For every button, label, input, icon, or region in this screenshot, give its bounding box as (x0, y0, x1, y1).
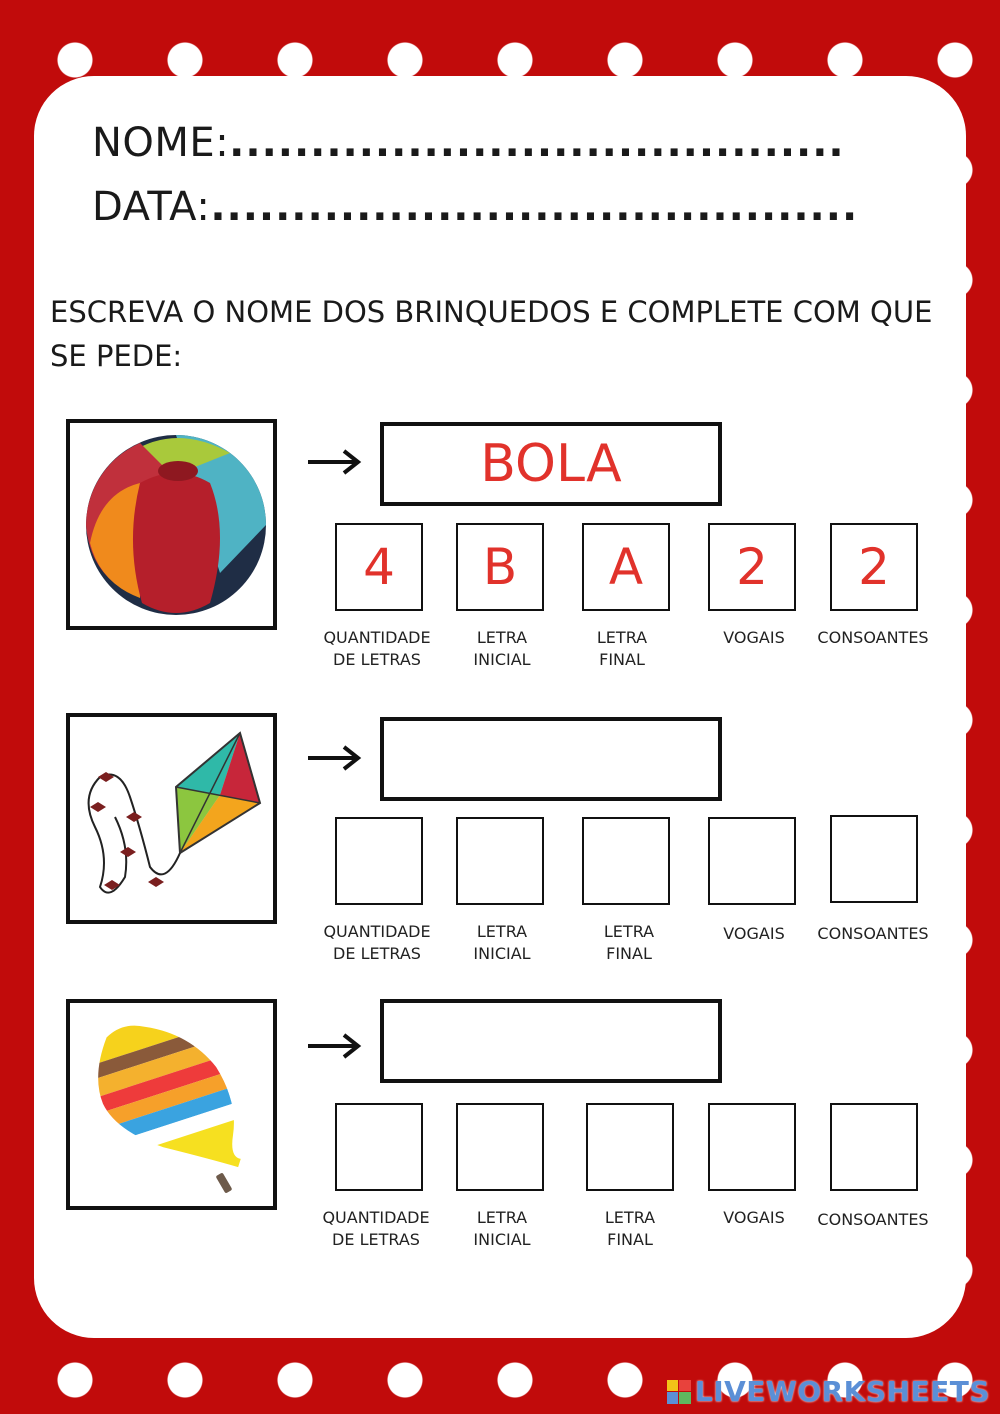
name-line (92, 120, 845, 166)
label-letra-final: LETRA FINAL (596, 628, 648, 669)
kite-icon (70, 717, 273, 920)
spinning-top-picture (66, 999, 277, 1210)
word-input-ball[interactable]: BOLA (380, 422, 722, 506)
label-consoantes: CONSOANTES (817, 628, 929, 647)
arrow-icon (306, 744, 362, 772)
date-line (92, 184, 858, 230)
word-input-spinning-top[interactable] (380, 999, 722, 1083)
name-label: NOME: (92, 120, 230, 166)
vowels-box[interactable] (708, 1103, 796, 1191)
consonants-box[interactable] (830, 1103, 918, 1191)
label-letra-final: LETRA FINAL (604, 1208, 656, 1249)
label-consoantes: CONSOANTES (817, 1210, 929, 1229)
label-letra-inicial: LETRA INICIAL (473, 628, 531, 669)
initial-letter-box[interactable] (456, 817, 544, 905)
consonants-box[interactable] (830, 815, 918, 903)
label-quantidade: QUANTIDADE DE LETRAS (322, 1208, 430, 1249)
name-field[interactable]: ...................................... (229, 120, 845, 166)
spinning-top-icon (70, 1003, 273, 1206)
final-letter-box[interactable] (586, 1103, 674, 1191)
label-vogais: VOGAIS (723, 924, 785, 943)
vowels-box[interactable] (708, 817, 796, 905)
label-quantidade: QUANTIDADE DE LETRAS (323, 922, 431, 963)
letter-count-box[interactable] (335, 817, 423, 905)
word-input-kite[interactable] (380, 717, 722, 801)
date-label: DATA: (92, 184, 211, 230)
label-letra-final: LETRA FINAL (603, 922, 655, 963)
watermark-text: LIVEWORKSHEETS (694, 1375, 990, 1408)
beach-ball-icon (70, 423, 273, 626)
initial-letter-box[interactable] (456, 1103, 544, 1191)
ball-picture (66, 419, 277, 630)
label-letra-inicial: LETRA INICIAL (473, 922, 531, 963)
vowels-box[interactable]: 2 (708, 523, 796, 611)
letter-count-box[interactable] (335, 1103, 423, 1191)
label-vogais: VOGAIS (723, 628, 785, 647)
arrow-icon (306, 1032, 362, 1060)
kite-picture (66, 713, 277, 924)
arrow-icon (306, 448, 362, 476)
final-letter-box[interactable]: A (582, 523, 670, 611)
label-consoantes: CONSOANTES (817, 924, 929, 943)
final-letter-box[interactable] (582, 817, 670, 905)
date-field[interactable]: ........................................ (210, 184, 859, 230)
consonants-box[interactable]: 2 (830, 523, 918, 611)
letter-count-box[interactable]: 4 (335, 523, 423, 611)
label-letra-inicial: LETRA INICIAL (473, 1208, 531, 1249)
instruction-text: ESCREVA O NOME DOS BRINQUEDOS E COMPLETE COM QUE SE PEDE: (50, 295, 933, 373)
label-quantidade: QUANTIDADE DE LETRAS (323, 628, 431, 669)
liveworksheets-watermark (667, 1375, 990, 1408)
label-vogais: VOGAIS (723, 1208, 785, 1227)
liveworksheets-logo-icon (667, 1380, 691, 1404)
initial-letter-box[interactable]: B (456, 523, 544, 611)
